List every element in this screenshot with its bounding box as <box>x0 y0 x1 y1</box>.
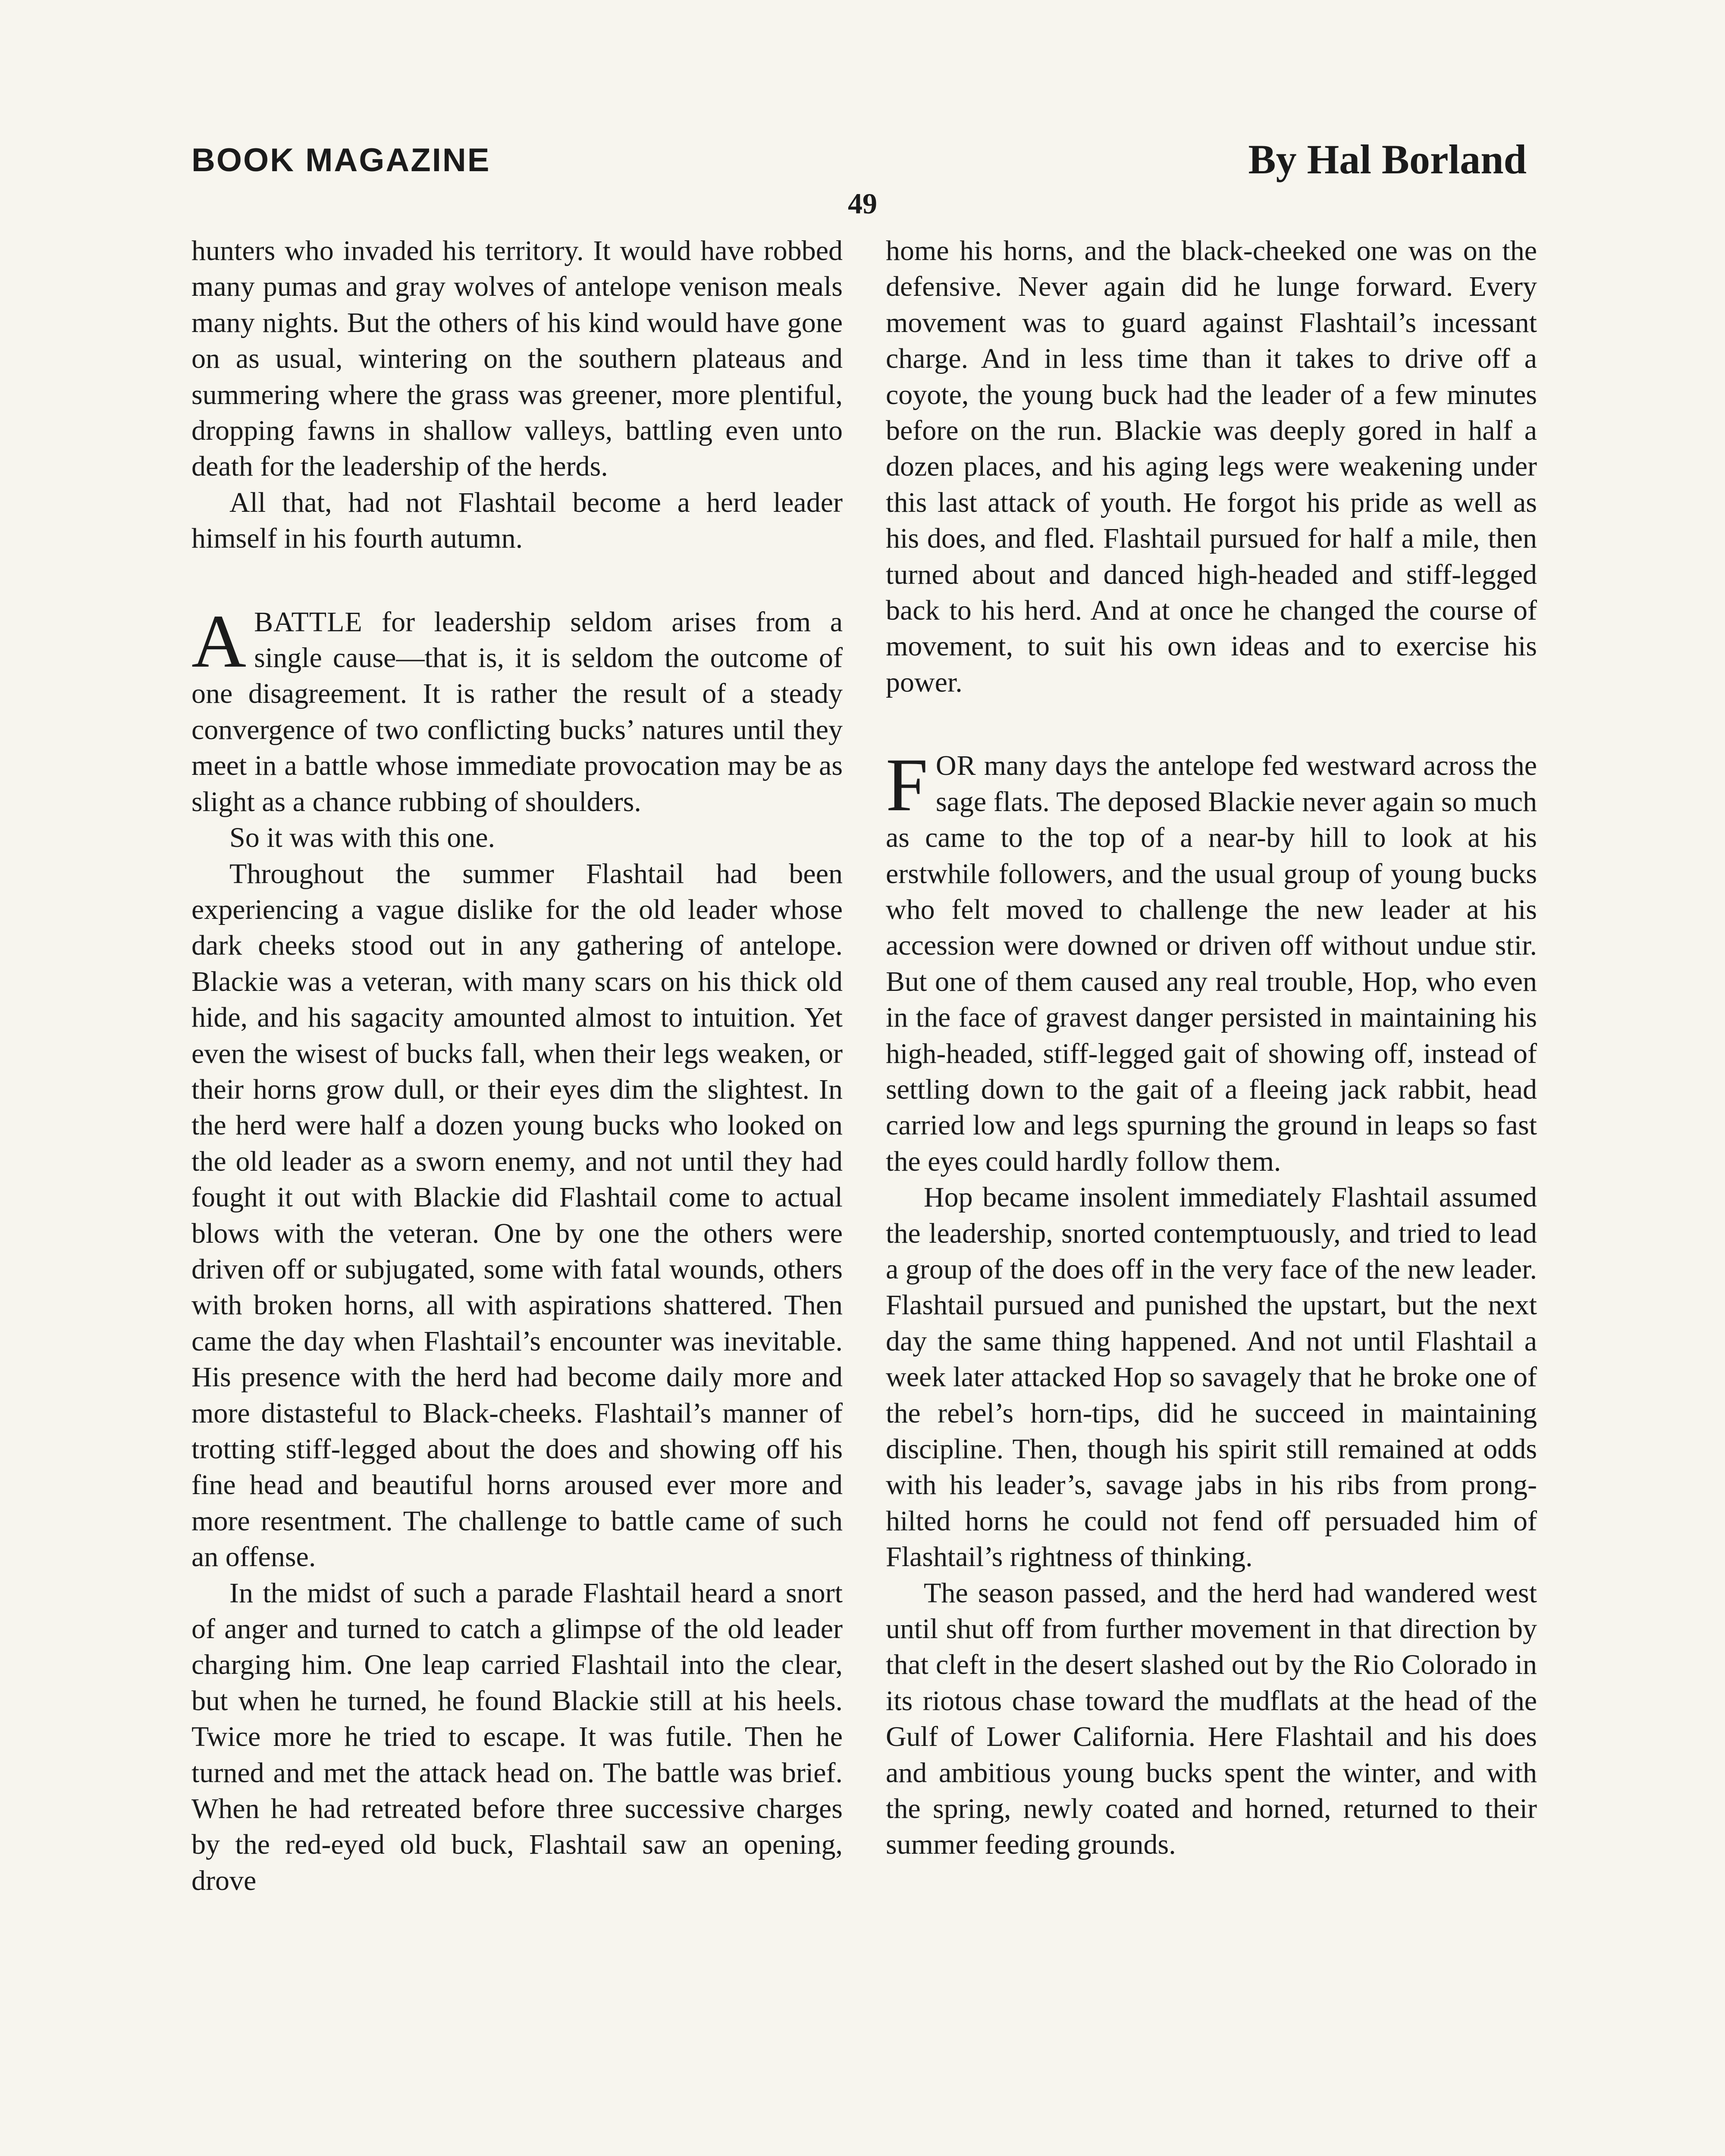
page-number: 49 <box>848 187 877 220</box>
author-byline: By Hal Borland <box>1248 136 1527 182</box>
left-column <box>191 233 843 1899</box>
paragraph: All that, had not Flashtail become a herd leader himself in his fourth autumn. <box>191 486 843 555</box>
right-column <box>886 233 1537 1863</box>
publication-title: BOOK MAGAZINE <box>191 142 491 179</box>
paragraph: Throughout the summer Flashtail had been experiencing a vague dislike for the old leader whose dark cheeks stood out in any gathering of antelope. Blackie was a veteran, with many scars on his thick old hide, and his sagacity amounted almost to intuition. Yet even the wisest of bucks fall, when their legs weaken, or their horns grow dull, or their eyes dim the slightest. In the herd were half a dozen young bucks who looked on the old leader as a sworn enemy, and not until they had fought it out with Blackie did Flashtail come to actual blows with the veteran. One by one the others were driven off or subjugated, some with fatal wounds, others with broken horns, all with aspirations shattered. Then came the day when Flashtail’s encounter was inevitable. His presence with the herd had become daily more and more distasteful to Black-cheeks. Flashtail’s manner of trotting stiff-legged about the does and showing off his fine head and beautiful horns aroused ever more and more resentment. The challenge to battle came of such an offense. <box>191 858 843 1573</box>
paragraph: home his horns, and the black-cheeked one was on the defensive. Never again did he lunge forward. Every movement was to guard against Flashtail’s incessant charge. And in less time than it takes to drive off a coyote, the young buck had the leader of a few minutes before on the run. Blackie was deeply gored in half a dozen places, and his aging legs were weakening under this last attack of youth. He forgot his pride as well as his does, and fled. Flashtail pursued for half a mile, then turned about and danced high-headed and stiff-legged back to his herd. And at once he changed the course of movement, to suit his own ideas and to exercise his power. <box>886 235 1537 698</box>
small-caps-lead: OR <box>935 750 976 782</box>
paragraph-text: for leadership seldom arises from a single cause—that is, it is seldom the outcome of one disagreement. It is rather the result of a steady convergence of two conflicting bucks’ natures until they meet in a battle whose immediate provocation may be as slight as a chance rubbing of shoulders. <box>191 606 843 818</box>
paragraph: The season passed, and the herd had wandered west until shut off from further movement in that direction by that cleft in the desert slashed out by the Rio Colorado in its riotous chase toward the mudflats at the head of the Gulf of Lower California. Here Flashtail and his does and ambitious young bucks spent the winter, and with the spring, newly coated and horned, returned to their summer feeding grounds. <box>886 1577 1537 1861</box>
drop-cap: F <box>886 743 928 827</box>
paragraph: hunters who invaded his territory. It would have robbed many pumas and gray wolves of antelope venison meals many nights. But the others of his kind would have gone on as usual, wintering on the southern plateaus and summering where the grass was greener, more plentiful, dropping fawns in shallow valleys, battling even unto death for the leadership of the herds. <box>191 235 843 483</box>
paragraph: In the midst of such a parade Flashtail heard a snort of anger and turned to catch a glimpse of the old leader charging him. One leap carried Flashtail into the clear, but when he turned, he found Blackie still at his heels. Twice more he tried to escape. It was futile. Then he turned and met the attack head on. The battle was brief. When he had retreated before three successive charges by the red-eyed old buck, Flashtail saw an opening, drove <box>191 1577 843 1896</box>
section-opening-paragraph <box>886 743 1537 1179</box>
section-opening-paragraph <box>191 599 843 820</box>
paragraph: Hop became insolent immediately Flashtail assumed the leadership, snorted contemptuously, and tried to lead a group of the does off in the very face of the new leader. Flashtail pursued and punished the upstart, but the next day the same thing happened. And not until Flashtail a week later attacked Hop so savagely that he broke one of the rebel’s horn-tips, did he succeed in maintaining discipline. Then, though his spirit still remained at odds with his leader’s, savage jabs in his ribs from prong-hilted horns he could not fend off persuaded him of Flashtail’s rightness of thinking. <box>886 1181 1537 1573</box>
drop-cap: A <box>191 599 247 683</box>
small-caps-lead: BATTLE <box>254 606 363 638</box>
paragraph-text: many days the antelope fed westward across the sage flats. The deposed Blackie never again so much as came to the top of a near-by hill to look at his erstwhile followers, and the usual group of young bucks who felt moved to challenge the new leader at his accession were downed or driven off without undue stir. But one of them caused any real trouble, Hop, who even in the face of gravest danger persisted in maintaining his high-headed, stiff-legged gait of showing off, instead of settling down to the gait of a fleeing jack rabbit, head carried low and legs spurning the ground in leaps so fast the eyes could hardly follow them. <box>886 750 1537 1177</box>
paragraph: So it was with this one. <box>229 822 496 854</box>
